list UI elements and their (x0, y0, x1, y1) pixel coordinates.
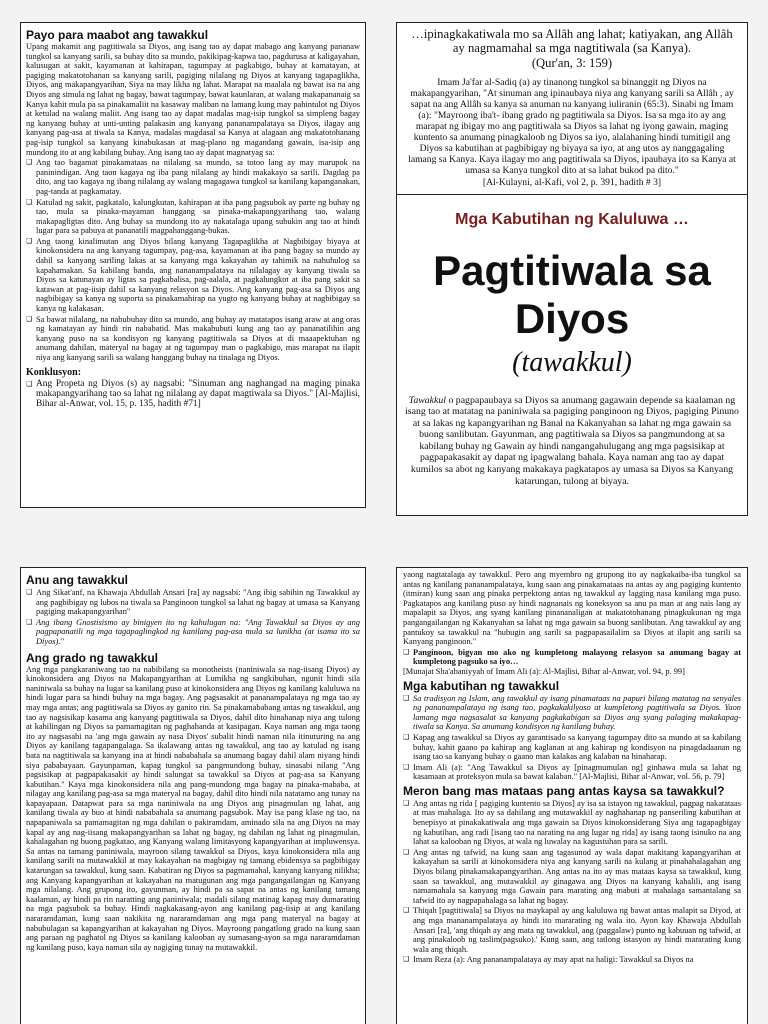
meron-heading: Meron bang mas mataas pang antas kaysa sa tawakkul? (403, 783, 725, 798)
quran-verse: …ipinagkakatiwala mo sa Allâh ang lahat; katiyakan, ang Allâh ay nagmamahal sa mga nagtitiwala (sa Kanya). (411, 27, 733, 55)
meron-bullet: ❑ Thiqah [pagtitiwala] sa Diyos na maykapal ay ang kaluluwa ng bawat antas malapit sa Diyod, at ang mga mananampalataya ay hindi ito mararating ng wala ito. Ayon kay Khawaja Abdullah Ansari [ra], 'ang thiqah ay ang mata ng tawakkul, ang (paggalaw) punto ng kabuuan ng tafwid, at ang pinakaloob ng taslim(pagsuko).' Kung saan, ang tatlong istasyon ay hindi mararating kung wala ang thiqah. (403, 906, 741, 954)
dua-text: ❑ Panginoon, bigyan mo ako ng kumpletong malayong relasyon sa anumang bagay at kumpletong pagsuko sa iyo… (403, 648, 741, 667)
dua-ref: [Munajat Sha'abaniyyah of Imam Ali (a): Al-Majlisi, Bihar al-Anwar, vol. 94, p. 99] (403, 666, 685, 676)
series-subtitle: Mga Kabutihan ng Kaluluwa … (455, 210, 689, 228)
kabutihan-bullet: ❑ Imam Ali (a): "Ang Tawakkul sa Diyos ay [pinagmumulan ng] ginhawa mula sa lahat ng kasamaan at proteksyon mula sa bawat kalaban." [Al-Majlisi, Bihar al-Anwar, vol. 56, p. 79] (403, 763, 741, 782)
virtues-panel (396, 567, 748, 1024)
conclusion-text: ❑ Ang Propeta ng Diyos (s) ay nagsabi: "Sinuman ang naghangad na maging pinaka makapangyarihang tao sa lahat ng nilalang ay dapat magtiwala sa Diyos." [Al-Majlisi, Bihar al-Anwar, vol. 15, p. 135, hadith #71] (26, 379, 360, 410)
divider (397, 194, 747, 195)
meron-bullet: ❑ Ang antas ng tafwid, na kung saan ang tagasunod ay wala dapat makitang kapangyarihan at kakayahan sa sarili at kinokonsidera niya ang kanyang sarili na kulang at pinahahalagahan ang Diyos bilang pinakamakapangyarihan. Ang antas na ito ay mas mataas kaysa sa tawakkul, kung saan sa tawakkul, ang mutawakkil ay ginagawa ang Diyos na kanyang kahalili, ang isang namamahala sa kanyang mga Gawain para marating ang mabuti at mahalaga samantalang sa tafwid ito ay nagpapahalaga sa lahat ng bagay. (403, 848, 741, 906)
continued-text: yaong nagtatalaga ay tawakkul. Pero ang myembro ng grupong ito ay nagkakaiba-iba tungkol sa antas ng kanilang pananampalataya, kung saan ang pinakamataas na antas ay ang pagiging kuntento (itmiran) kung saan ang pinaka perpektong antas ng tawakkul ay lagging nasa kanilang mga puso. Pagkatapos ang kanilang puso ay hindi nagnanais ng koneksyon sa anu pa man at ang nais lang ay mapalapit sa Diyos, ang syang kanilang pinananaligan at makatotohanang pinagkukunan ng mga pangangailangan ng Kakanyahan sa lahat ng mga gawain sa buong sanlibutan. Ang tawakkul ay ang pantukoy sa tawakkul na "hubugin ang sarili sa pagpapasailalim sa Diyos at ilapit ang sarili sa Kanyang panginoon." (403, 570, 741, 647)
advice-heading: Payo para maabot ang tawakkul (26, 28, 209, 42)
what-is-panel (20, 567, 366, 1024)
grado-heading: Ang grado ng tawakkul (26, 650, 159, 665)
meron-bullet: ❑ Imam Reza (a): Ang pananampalataya ay may apat na haligi: Tawakkul sa Diyos na (403, 955, 741, 965)
tawakkul-definition: Tawakkul o pagpapaubaya sa Diyos sa anumang gagawain depende sa kaalaman ng isang tao at matatag na paniniwala sa pagiging panginoon ng Diyos, pagiging Pinuno at sa lakas ng kapangyarihan ng Banal na Kakanyahan sa lahat ng mga gawain sa buong sanlibutan. Gayunman, ang pagtitiwala sa Diyos sa pangmundong at sa kabilang buhay ng Gawain ay hindi nangangahulugang ang mga pagsisikap at pagpapakasakit ay dapat ng ipagwalang bahala. Kaya naman ang tao ay dapat kumilos sa abot ng kanyang makakaya pagkatapos ay umasa sa Diyos sa Kanyang katarungan, tulong at biyaya. (405, 394, 739, 487)
kabutihan-heading: Mga kabutihan ng tawakkul (403, 678, 560, 693)
kabutihan-bullet: ❑ Kapag ang tawakkul sa Diyos ay garantisado sa kanyang tagumpay dito sa mundo at sa kabilang buhay, kahit gaano pa kahirap ang kaglanan at ang kahirap ng kondisyon na pinagdadaanan ng isang tao sa kanyang buhay o gaano man kalakas ang kalaban na hinaharap. (403, 733, 741, 762)
advice-panel (20, 22, 366, 508)
advice-intro: Upang makamit ang pagtitiwala sa Diyos, ang isang tao ay dapat mabago ang kanyang pananaw tungkol sa kanyang sarili, sa buhay dito sa mundo, pakikipag-kapwa tao, pagdurusa at kaligayahan, kalusugan at sakit, kayamanan at kahirapan, tagumpay at pagkabigo, buhay at kamatayan, at pagiging makatotohanan sa kanyang sarili, pagiging nilalang ng Diyos at kanyang tagapaglikha, Diyos, ang makapangyarihan, Siya na may likha ng lahat. Marapat na maalala ng bawat isa na ang Diyos ang simula ng lahat ng bagay, bawat tagumpay, bawat kaunlaran, at walang makapananaig sa Kanya kahit mula pa sa pinakamaliit na kasaway maliban na lamang kung may pahintulot ng Diyos at ketulad na walang maliit. Ang isang tao ay dapat madalas mag-isip tungkol sa simpleng bagay ng kanyang buhay at unti-unting palakasin ang kanyang pananampalataya sa Diyos, ilagay ang kanyang pag-asa at tiwala sa Kanya, madalas magdasal sa Kanya at alagaan ang makatotohanang pag-isip tungkol sa kanyang kinabukasan at mag-plano ng magandang gawain, isa-isip ang mundong ito at ang kabilang buhay. Ang isang tao ay dapat magnatyag sa: (26, 42, 360, 157)
anu-bullet: ❑ Ang ibang Gnostisismo ay binigyen ito ng kahulugan na: "Ang Tawakkul sa Diyos ay ang pagpapanatili ng mga tagapaglingkod ng kanilang pag-asa mula sa lunikha (at isama ito sa Diyos)." (26, 618, 360, 647)
anu-bullet: ❑ Ang Sikat'anf, na Khawaja Abdullah Ansari [ra] ay nagsabi: "Ang ibig sabihin ng Tawakkul ay ang pagbibigay ng lubos na tiwala sa Panginoon tungkol sa lahat ng bagay at umasa sa Kanyang pagiging makapangyarihan" (26, 588, 360, 617)
hadith-text: Imam Ja'far al-Sadiq (a) ay tinanong tungkol sa binanggit ng Diyos na makapangyarihan, "At sinuman ang ipinaubaya niya ang kanyang sarili sa Allâh , ay sapat na ang Allâh sa kanya sa anuman na kanyang iuliranin (65:3). Sinabi ng Imam (a): "Mayroong iba't- ibang grado ng pagtitiwala sa Diyos. Isa sa mga ito ay ang marapat ng ibigay mo ang pagtitiwala sa Diyos sa lahat ng iyong gawain, maging kuntento sa anumang pinagkaloob ng Diyos sa iyo, alalahaning hindi tumitigil ang Diyos sa kabutihan at pagbibigay ng biyaya sa iyo, at ang utos ay nanggagaling lamang sa Kanya. Kaya ilagay mo ang pagtitiwala sa Diyos, ipaubaya ito sa Kanya at umasa sa Kanya tungkol dito at sa lahat bukod pa dito." (408, 76, 736, 176)
quran-verse-ref: (Qur'an, 3: 159) (531, 56, 613, 70)
kabutihan-bullet: ❑ Sa tradisyon ng Islam, ang tawakkul ay isang pinamataas na papuri bilang matatag na senyales ng pananampalataya ng isang tao, pagkakakilyoso at kumpletong pagtitiwala sa Diyos. Yaon lamang mga nagsasalat sa kanyang pagkakabigan sa Diyos ang syang palaging makakapag-tiwala sa Kanya. Sa anumang kondisyon ng kanilang buhay. (403, 694, 741, 732)
advice-bullet-list (26, 158, 360, 362)
title-transliteration: (tawakkul) (512, 346, 632, 378)
advice-bullet: ❑ Katulad ng sakit, pagkatalo, kalungkutan, kahirapan at iba pang pagsubok ay parte ng buhay ng tao, mula sa pinaka-mayaman hanggang sa pinaka-makapangyarihang tao, walang makapagligtas dito. Ang buhay sa mundong ito ay nakatalaga upang subukin ang tao at hindi lugar para sa pabuya at pananatili magpahanggang-bukas. (26, 198, 360, 236)
conclusion-heading: Konklusyon: (26, 366, 82, 378)
grado-text: Ang mga pangkaraniwang tao na nabibilang sa monotheists (naniniwala sa nag-iisang Diyos) ay kinokonsidera ang Diyos na Makapangyarihan at Lumikha ng sangkibuhan, ngunit hindi sila naniniwala sa buhay na lugar sa kanilang puso at kinokonsidera ang Diyos ng kanilang kaluluwa na hindi lugar para sa hindi buhay na mga bagay. Ang pagsasakit at pananampalataya ng mga tao ay may mga antas; ang pagtitiwala sa Diyos ay ganito rin. Sa pinakamababang antas ng tawakkul, ang tao ay nagsisikap kasama ang kanyang pagtitiwala sa Diyos, dahil dito hinahanap niya ang tulong at kahilingan ng Diyos sa pamamagitan ng paghahanda at kasipagan. Kaya naman ang mga taong ito ay nagsasabi na 'ang mga gawain ay nasa Diyos' subalit hindi naman nila itinuturing na ang Diyos ay kanilang tagapangalaga. Sa ikalawang antas ng tawakkul, ang tao ay katulad ng isang bata na nagtitiwala sa kanyang ina at hindi nababahala sa anumang bagay dahil alam niyang hindi siya pababayaan. Gayunpaman, kapag tungkol sa pangmundong buhay, sinasabi nilang "Ang pagsisikap at pagpapakasakit ay hindi salungat sa tawakkul sa Diyos at pag-asa sa Kanyang kabutihan." Kaya mga kinokonsidera nila ang pang-mundong mga bagay na pinaka-mababa, at nilagay ang kanilang pag-asa sa mga materyal na bagay, dahil dito hindi nila natatamo ang tunay na kapayapaan. Datapwat para sa mga naniniwala na ang Diyos ang pinagmulan ng lahat, ang kanilang tiwala ay buo at hindi nababahala sa anumang pagsubok. May isa pang klase ng tao, na napapaniwala sa pamamagitan ng mga dahilan o pakiramdam, aminado sila na ang Diyos na may kapal ay ang nag-iisang makapangyarihan sa lahat ng bagay, ng dahilan ng lahat ng pinagmulan, kahalagahan ng buong pagkatao, ang Kanyang walang limitasyong kapangyarihan at impluwensya. Sa antas na tamang paniniwala, mayroon silang tawakkul sa Diyos, kaya kinokonsidera nila ang kanilang sarili na mutawakkil at may kakayahan na magbigay ng tamang ebidensya sa pagbibigay katarungan sa tawakkul, kung saan. Kabatiran ng Diyos sa pagmamahal, kanyang kanyang nilikha; ang Kanyang kapangyarihan at kakayahan na matugunan ang mga pangangailangan ng Kanyang mga nilalang. Ang grupong ito, gayunman, ay hindi pa sa sapat na antas ng kanilang tamang kaalaman, ay hindi pa rin naratting ang paniniwala; madali silang matinag kapag may dumarating na mga pagsubok sa buhay. Hindi nagkakasang-ayon ang kanilang pag-iisip at ang kanilang nararamdaman, kung saan nakikita ng nararamdaman ang mga pang materyal na bagay at nabubulagan sa kapangyarihan at kakayahan ng Diyos. Mayroong pangatlong grado na kung saan ang paraan ng paghatol ng Diyos sa kanilang kalooban ay sumasang-ayon sa mga nararamdaman ng kanilang puso, kaya naman sila ay nagiging tunay na mutawakkil. (26, 664, 360, 952)
meron-bullet: ❑ Ang antas ng rida [ pagiging kuntento sa Diyos] ay isa sa istayon ng tawakkul, pagpag nakatataas at mas mahalaga. Ito ay sa dahilang ang mutawakkil ay naghahanap ng panseriling kabutihan at benepisyo at pinakakatiwala ang mga gawain sa Diyos kinokonsiderang Siya ang tagapagbigay ng kabutihan, ang radi [isang tao na narating na ang lugar ng rida] ay isang taong isinuko na ang lahat sa kalooban ng Diyos, at wala ng luwalay na kagustuhan para sa sarili. (403, 799, 741, 847)
advice-bullet: ❑ Ang tao bagamat pinakamataas na nilalang sa mundo, sa totoo lang ay may marupok na paninindigan. Ang taon kagaya ng iba pang nilalang ay hindi makakayo sa sarili. Dagdag pa dito, ang tao kagaya ng ibang nilalang ay walang magagawa tungkol sa kanilang kapanganakan, pag-tanda at pagkamatay. (26, 158, 360, 196)
advice-bullet: ❑ Ang taong kinalimutan ang Diyos bilang kanyang Tagapaglikha at Nagbibigay biyaya at kinokonsidera na ang kanyang tagumpay, pag-asa, kayamanan at iba pang bagay sa mundo ay dahil sa kanyang sariling lakas at sa kanyang mga kakayahan ay tahimik na nahuhulog sa kapahamakan. Sa kabilang banda, ang nananampalataya na nilalagay ay kanyang tiwala sa Diyos sa katunayan ay ligtas sa pagkabalisa, pag-aalala, at pagkalungkot at iba pang sakit sa katawan at pag-iisip dahil sa kanyang relasyon sa Diyos. Ang kanyang pag-asa sa Diyos ang nagbibigay sa kanya ng suporta sa pinakamahirap na yugto ng kanyang buhay at nagbibigay sa kanya ng kalakasan. (26, 237, 360, 314)
cover-panel (396, 22, 748, 516)
advice-bullet: ❑ Sa bawat nilalang, na nabubuhay dito sa mundo, ang buhay ay matatapos isang araw at ang oras ng kamatayan ay hindi rin nababatid. Mas makabubuti kung ang tao ay pananatilihin ang kanyang puso na sa kondisyon ng kanyang pagtitiwala sa Diyos at di maaapektuhan ng anumang dahilan, materyal na bagay at ng tagumpay man o pagkabigo, mas marapat na ilapit niya ang kanyang sarili sa walang hanggang buhay na tinalaga ng Diyos. (26, 315, 360, 363)
hadith-ref: [Al-Kulayni, al-Kafi, vol 2, p. 391, hadith # 3] (482, 176, 662, 188)
page-title: Pagtitiwala sa Diyos (433, 246, 711, 342)
anu-heading: Anu ang tawakkul (26, 573, 129, 587)
